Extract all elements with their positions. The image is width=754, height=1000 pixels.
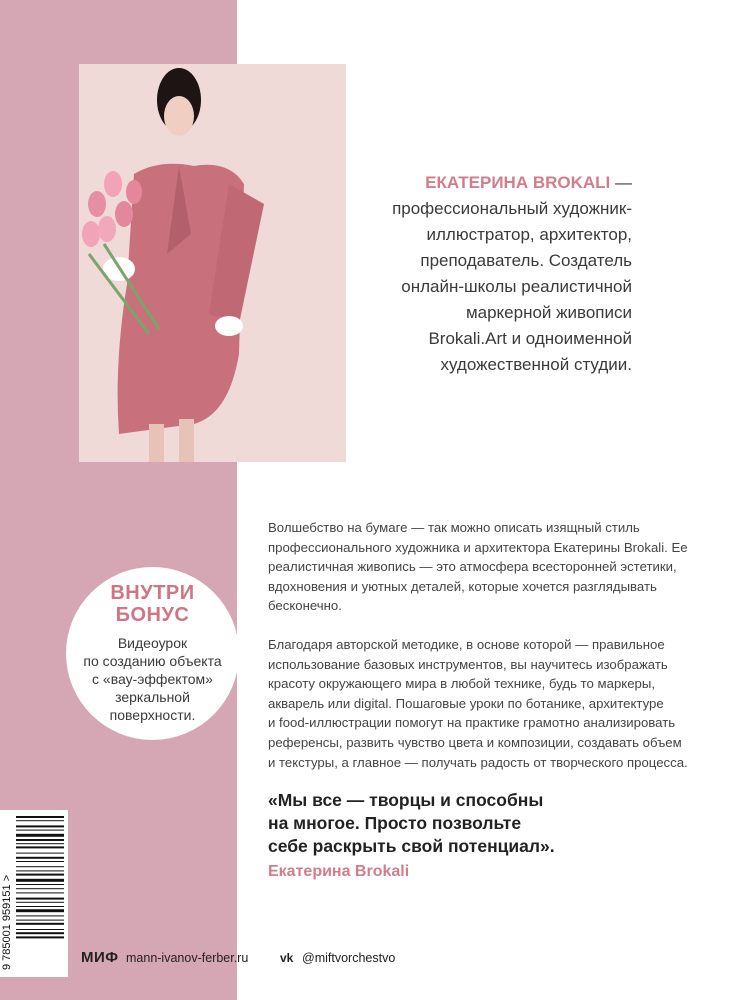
publisher-logo: МИФ xyxy=(81,949,119,966)
description-line: использование базовых инструментов, вы научитесь изображать xyxy=(268,656,668,672)
bio-line: преподаватель. Создатель xyxy=(420,251,632,270)
description-line: красоту окружающего мира в любой технике, будь то маркеры, xyxy=(268,676,656,692)
bonus-text-line: поверхности. xyxy=(109,707,196,723)
bonus-text xyxy=(66,634,239,724)
website-link[interactable]: mann-ivanov-ferber.ru xyxy=(126,951,249,965)
quote-line: себе раскрыть свой потенциал». xyxy=(268,836,555,856)
quote-line: на многое. Просто позвольте xyxy=(268,813,522,833)
author-photo xyxy=(79,64,346,462)
book-description xyxy=(268,518,688,791)
author-name: ЕКАТЕРИНА BROKALI xyxy=(425,173,611,192)
description-line: бесконечно. xyxy=(268,598,342,614)
bio-line: Brokali.Art и одноименной xyxy=(428,329,632,348)
barcode-bars xyxy=(16,816,64,938)
barcode-number: 9 785001 959151 > xyxy=(1,874,13,970)
bonus-text-line: по созданию объекта xyxy=(83,653,222,669)
bonus-title xyxy=(66,582,239,626)
bio-line: иллюстратор, архитектор, xyxy=(426,225,632,244)
author-bio xyxy=(372,170,632,378)
description-line: и текстуры, а главное — получать радость от творческого процесса. xyxy=(268,754,688,770)
bonus-title-line: БОНУС xyxy=(115,604,190,626)
description-paragraph xyxy=(268,635,688,772)
author-quote xyxy=(268,789,588,858)
bonus-text-line: зеркальной xyxy=(115,689,190,705)
bonus-text-line: с «вау-эффектом» xyxy=(92,671,213,687)
description-line: профессионального художника и архитектора Екатерины Brokali. Ее xyxy=(268,539,688,555)
vk-icon: vk xyxy=(280,951,294,965)
bonus-title-line: ВНУТРИ xyxy=(110,582,195,604)
social-handle[interactable]: @miftvorchestvo xyxy=(302,951,396,965)
bio-line: онлайн-школы реалистичной xyxy=(401,277,632,296)
description-line: и food-иллюстрации помогут на практике грамотно анализировать xyxy=(268,715,676,731)
description-paragraph xyxy=(268,518,688,616)
description-line: референсы, развить чувство цвета и композиции, создавать объем xyxy=(268,734,682,750)
bio-line: маркерной живописи xyxy=(465,303,632,322)
description-line: вдохновения и уютных деталей, которые хочется разглядывать xyxy=(268,578,657,594)
bio-line: художественной студии. xyxy=(440,355,632,374)
description-line: реалистичная живопись — это атмосфера всесторонней эстетики, xyxy=(268,559,677,575)
bio-line: профессиональный художник- xyxy=(392,199,632,218)
bonus-badge xyxy=(66,567,239,740)
description-line: Благодаря авторской методике, в основе которой — правильное xyxy=(268,636,665,652)
description-line: акварель или digital. Пошаговые уроки по ботанике, архитектуре xyxy=(268,695,664,711)
quote-author: Екатерина Brokali xyxy=(268,863,410,880)
barcode xyxy=(0,810,68,977)
bonus-text-line: Видеоурок xyxy=(117,635,188,651)
quote-line: «Мы все — творцы и способны xyxy=(268,790,544,810)
bio-line: — xyxy=(615,173,632,192)
description-line: Волшебство на бумаге — так можно описать изящный стиль xyxy=(268,520,640,535)
